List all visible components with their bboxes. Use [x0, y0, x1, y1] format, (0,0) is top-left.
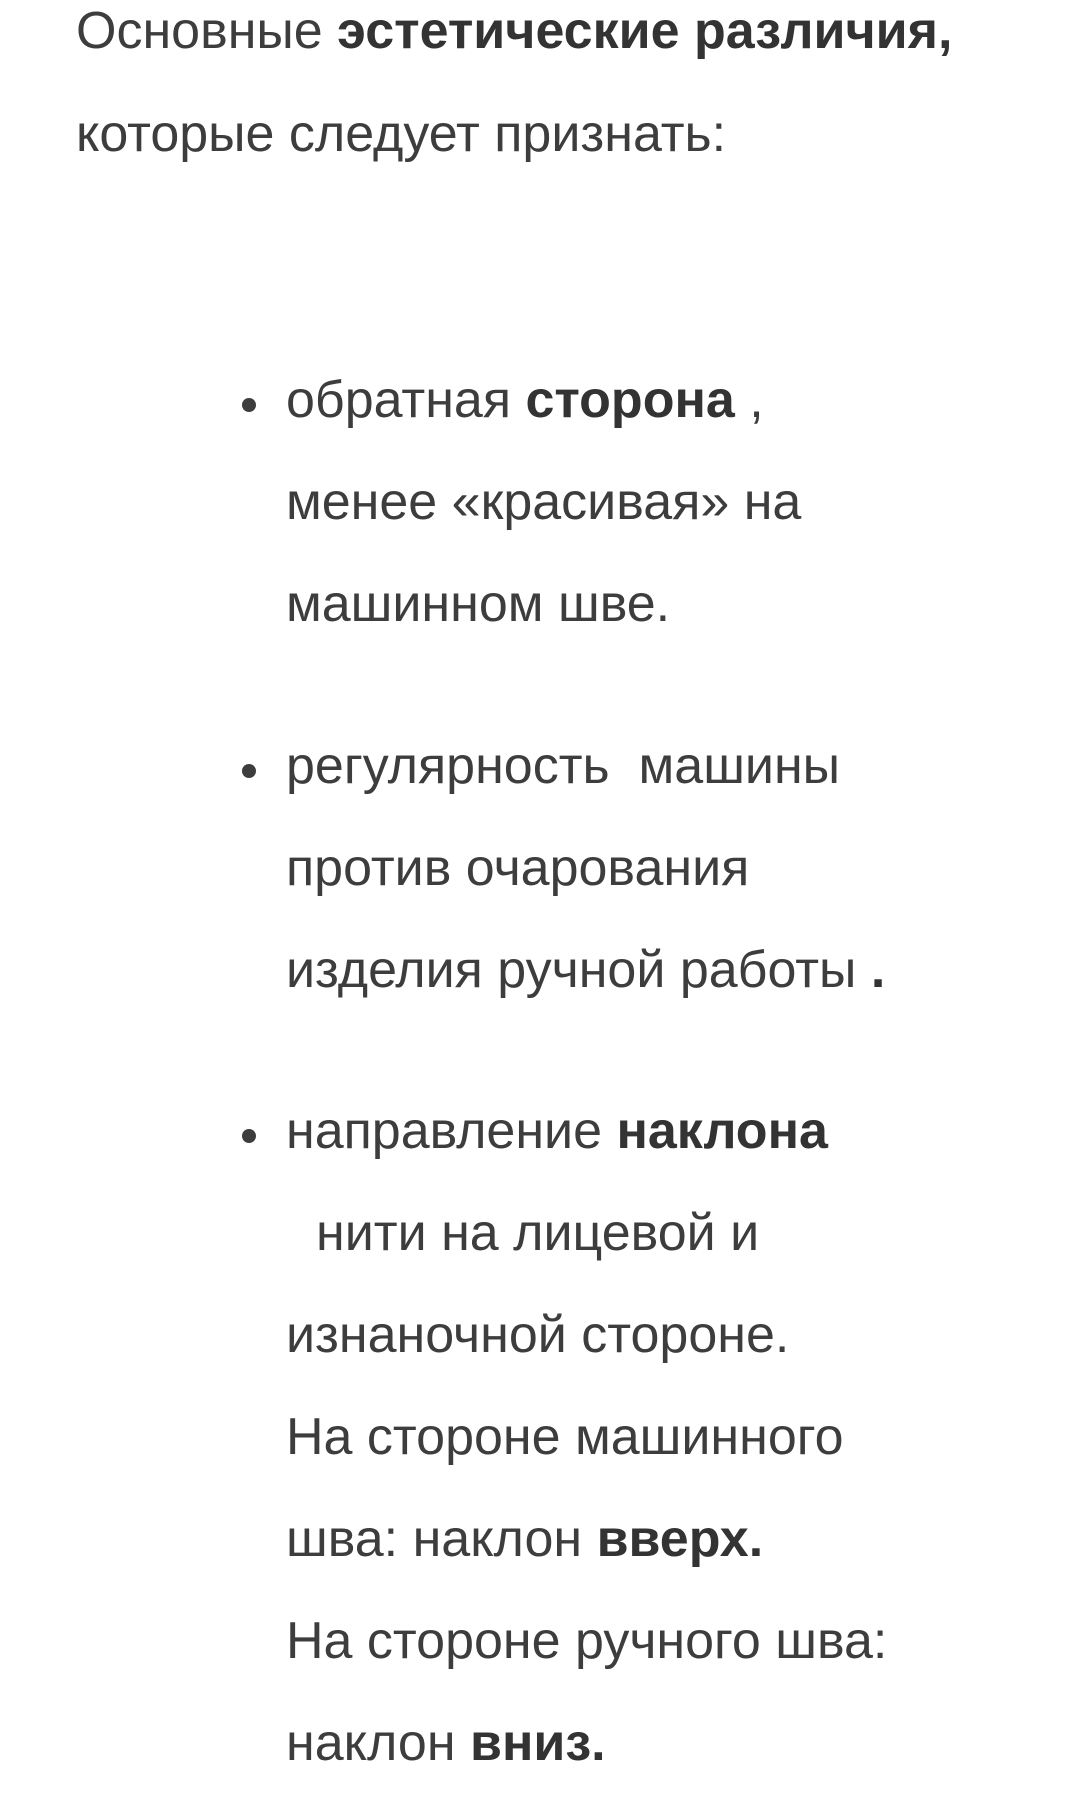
line: изнаночной стороне.	[286, 1306, 790, 1364]
line: менее «красивая» на	[286, 473, 802, 531]
line: На стороне ручного шва:	[286, 1612, 888, 1670]
intro-text-2: которые следует признать:	[76, 105, 727, 163]
bold-text: .	[856, 941, 886, 999]
line	[286, 1488, 1026, 1590]
list-item-regularity	[286, 715, 1026, 1021]
bullet-icon	[242, 1129, 256, 1143]
bold-text: сторона	[525, 371, 735, 429]
text: изделия ручной работы	[286, 941, 857, 999]
text: направление	[286, 1102, 617, 1160]
bullet-icon	[242, 764, 256, 778]
text: обратная	[286, 371, 526, 429]
line	[286, 1692, 1026, 1794]
line: На стороне машинного	[286, 1408, 844, 1466]
intro-paragraph	[76, 0, 1016, 186]
text: шва: наклон	[286, 1510, 597, 1568]
line	[286, 1080, 1026, 1182]
line	[286, 349, 1026, 451]
line: регулярность машины	[286, 737, 841, 795]
line: машинном шве.	[286, 575, 671, 633]
line: против очарования	[286, 839, 750, 897]
text: наклон	[286, 1714, 470, 1772]
bold-text: вверх.	[596, 1510, 764, 1568]
text: ,	[734, 371, 764, 429]
intro-bold: эстетические различия,	[337, 2, 953, 60]
intro-text-1: Основные	[76, 2, 338, 60]
list-item-reverse-side	[286, 349, 1026, 655]
line: нити на лицевой и	[316, 1204, 760, 1262]
bold-text: наклона	[616, 1102, 828, 1160]
line	[286, 919, 1026, 1021]
list-item-thread-direction	[286, 1080, 1026, 1794]
bold-text: вниз.	[469, 1714, 606, 1772]
bullet-icon	[242, 398, 256, 412]
